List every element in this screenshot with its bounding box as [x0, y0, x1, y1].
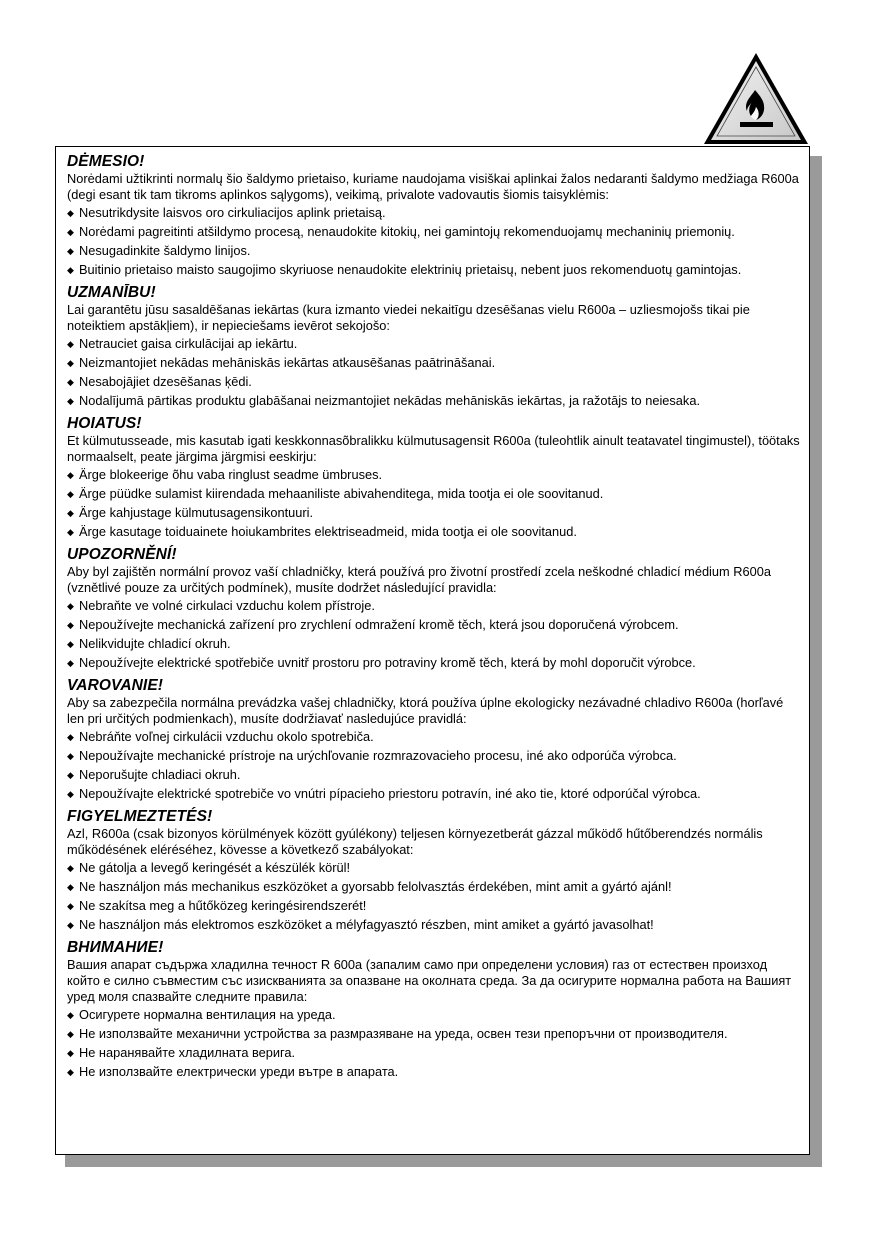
- warnings-box: [55, 146, 810, 1155]
- diamond-bullet-icon: ◆: [67, 339, 74, 349]
- rule-item: [67, 505, 801, 521]
- diamond-bullet-icon: ◆: [67, 470, 74, 480]
- rule-item: [67, 1026, 801, 1042]
- rule-text: Не използвайте електрически уреди вътре в апарата.: [79, 1064, 399, 1079]
- warning-section-1: [67, 284, 801, 409]
- rule-item: [67, 655, 801, 671]
- rule-item: [67, 355, 801, 371]
- rule-item: [67, 486, 801, 502]
- rule-text: Nesabojājiet dzesēšanas ķēdi.: [79, 374, 252, 389]
- section-title: VAROVANIE!: [67, 677, 164, 694]
- rule-item: [67, 636, 801, 652]
- rule-text: Не използвайте механични устройства за размразяване на уреда, освен тези препоръчни от производителя.: [79, 1026, 728, 1041]
- section-intro: Aby sa zabezpečila normálna prevádzka vašej chladničky, ktorá používa úplne ekologicky nezávadné chladivo R600a (horľavé len pri určitých podmienkach), musíte dodržiavať nasledujúce pravidlá:: [67, 695, 784, 726]
- rule-item: [67, 393, 801, 409]
- rule-item: [67, 243, 801, 259]
- diamond-bullet-icon: ◆: [67, 489, 74, 499]
- rule-item: [67, 1045, 801, 1061]
- warning-section-0: [67, 153, 801, 278]
- diamond-bullet-icon: ◆: [67, 377, 74, 387]
- rule-item: [67, 524, 801, 540]
- rule-item: [67, 917, 801, 933]
- diamond-bullet-icon: ◆: [67, 770, 74, 780]
- rule-text: Nepoužívajte elektrické spotrebiče vo vnútri pípacieho priestoru potravín, iné ako tie, ktoré odporúčal výrobca.: [79, 786, 701, 801]
- rule-text: Nepoužívajte mechanické prístroje na urýchľovanie rozmrazovacieho procesu, iné ako odporúča výrobca.: [79, 748, 677, 763]
- rule-item: [67, 224, 801, 240]
- warning-section-2: [67, 415, 801, 540]
- warning-section-4: [67, 677, 801, 802]
- rules-list: [67, 205, 801, 278]
- rules-list: [67, 336, 801, 409]
- rule-text: Nebraňte ve volné cirkulaci vzduchu kolem přístroje.: [79, 598, 375, 613]
- rule-text: Ärge püüdke sulamist kiirendada mehaaniliste abivahenditega, mida tootja ei ole soovitanud.: [79, 486, 604, 501]
- rules-list: [67, 467, 801, 540]
- section-intro: Azl, R600a (csak bizonyos körülmények között gyúlékony) teljesen környezetberát gázzal működő hűtőberendzés normális működésének eléréséhez, kövesse a következő szabályokat:: [67, 826, 763, 857]
- diamond-bullet-icon: ◆: [67, 751, 74, 761]
- diamond-bullet-icon: ◆: [67, 732, 74, 742]
- rule-text: Netrauciet gaisa cirkulācijai ap iekārtu.: [79, 336, 298, 351]
- rule-item: [67, 205, 801, 221]
- section-intro: Lai garantētu jūsu sasaldēšanas iekārtas (kura izmanto viedei nekaitīgu dzesēšanas vielu R600a – uzliesmojošs tikai pie noteiktiem apstākļiem), ir nepieciešams ievērot sekojošo:: [67, 302, 750, 333]
- warning-section-6: [67, 939, 801, 1080]
- rule-text: Ärge blokeerige õhu vaba ringlust seadme ümbruses.: [79, 467, 383, 482]
- rule-item: [67, 860, 801, 876]
- rule-text: Ne szakítsa meg a hűtőközeg keringésirendszerét!: [79, 898, 367, 913]
- section-intro: Et külmutusseade, mis kasutab igati keskkonnasõbralikku külmutusagensit R600a (tuleohtlik ainult teatavatel tingimustel), töötaks normaalselt, peate järgima järgmisi eeskirju:: [67, 433, 800, 464]
- section-intro: Aby byl zajištěn normální provoz vaší chladničky, která používá pro životní prostředí zcela neškodné chladicí médium R600a (vznětlivé pouze za určitých podmínek), musíte dodržet následující pravidla:: [67, 564, 771, 595]
- rule-text: Nodalījumā pārtikas produktu glabāšanai neizmantojiet nekādas mehāniskās iekārtas, ja ražotājs to neiesaka.: [79, 393, 700, 408]
- rules-list: [67, 729, 801, 802]
- diamond-bullet-icon: ◆: [67, 920, 74, 930]
- diamond-bullet-icon: ◆: [67, 1010, 74, 1020]
- flammable-warning-icon: [701, 50, 811, 148]
- rules-list: [67, 860, 801, 933]
- rule-item: [67, 336, 801, 352]
- rule-text: Не наранявайте хладилната верига.: [79, 1045, 296, 1060]
- rule-item: [67, 748, 801, 764]
- rule-item: [67, 262, 801, 278]
- rule-text: Nebráňte voľnej cirkulácii vzduchu okolo spotrebiča.: [79, 729, 374, 744]
- diamond-bullet-icon: ◆: [67, 863, 74, 873]
- rule-text: Nepoužívejte mechanická zařízení pro zrychlení odmražení kromě těch, která jsou doporučená výrobcem.: [79, 617, 679, 632]
- warning-section-5: [67, 808, 801, 933]
- rule-item: [67, 879, 801, 895]
- rule-text: Nelikvidujte chladicí okruh.: [79, 636, 231, 651]
- rule-item: [67, 786, 801, 802]
- rules-list: [67, 598, 801, 671]
- diamond-bullet-icon: ◆: [67, 227, 74, 237]
- rule-text: Nesugadinkite šaldymo linijos.: [79, 243, 251, 258]
- diamond-bullet-icon: ◆: [67, 658, 74, 668]
- rule-text: Ärge kahjustage külmutusagensikontuuri.: [79, 505, 314, 520]
- rule-item: [67, 1007, 801, 1023]
- diamond-bullet-icon: ◆: [67, 639, 74, 649]
- diamond-bullet-icon: ◆: [67, 358, 74, 368]
- rule-item: [67, 617, 801, 633]
- rule-text: Nesutrikdysite laisvos oro cirkuliacijos aplink prietaisą.: [79, 205, 386, 220]
- rule-item: [67, 767, 801, 783]
- diamond-bullet-icon: ◆: [67, 396, 74, 406]
- diamond-bullet-icon: ◆: [67, 1067, 74, 1077]
- diamond-bullet-icon: ◆: [67, 882, 74, 892]
- rule-item: [67, 467, 801, 483]
- rule-item: [67, 374, 801, 390]
- diamond-bullet-icon: ◆: [67, 265, 74, 275]
- rule-text: Neporušujte chladiaci okruh.: [79, 767, 241, 782]
- rule-text: Neizmantojiet nekādas mehāniskās iekārtas atkausēšanas paātrināšanai.: [79, 355, 496, 370]
- diamond-bullet-icon: ◆: [67, 620, 74, 630]
- section-title: UZMANĪBU!: [67, 284, 156, 301]
- diamond-bullet-icon: ◆: [67, 789, 74, 799]
- rule-text: Nepoužívejte elektrické spotřebiče uvnitř prostoru pro potraviny kromě těch, která by mohl doporučit výrobce.: [79, 655, 696, 670]
- rule-text: Ne használjon más mechanikus eszközöket a gyorsabb felolvasztás érdekében, mint amit a gyártó ajánl!: [79, 879, 672, 894]
- warning-section-3: [67, 546, 801, 671]
- rule-text: Buitinio prietaiso maisto saugojimo skyriuose nenaudokite elektrinių prietaisų, nebent juos rekomenduotų gamintojas.: [79, 262, 742, 277]
- rule-item: [67, 729, 801, 745]
- rule-text: Norėdami pagreitinti atšildymo procesą, nenaudokite kitokių, nei gamintojų rekomenduojamų mechaninių priemonių.: [79, 224, 735, 239]
- section-title: HOIATUS!: [67, 415, 142, 432]
- diamond-bullet-icon: ◆: [67, 1029, 74, 1039]
- diamond-bullet-icon: ◆: [67, 527, 74, 537]
- diamond-bullet-icon: ◆: [67, 246, 74, 256]
- rule-item: [67, 1064, 801, 1080]
- rule-text: Ne gátolja a levegő keringését a készülék körül!: [79, 860, 351, 875]
- diamond-bullet-icon: ◆: [67, 208, 74, 218]
- diamond-bullet-icon: ◆: [67, 1048, 74, 1058]
- rule-text: Ne használjon más elektromos eszközöket a mélyfagyasztó részben, mint amiket a gyártó javasolhat!: [79, 917, 654, 932]
- diamond-bullet-icon: ◆: [67, 601, 74, 611]
- diamond-bullet-icon: ◆: [67, 901, 74, 911]
- section-intro: Вашия апарат съдържа хладилна течност R 600a (запалим само при определени условия) газ от естествен произход който е силно съвместим със изискванията за опазване на околната среда. За да осигурите нормална работа на Вашият уред моля спазвайте следните правила:: [67, 957, 792, 1004]
- rule-text: Ärge kasutage toiduainete hoiukambrites elektriseadmeid, mida tootja ei ole soovitanud.: [79, 524, 577, 539]
- rule-text: Осигурете нормална вентилация на уреда.: [79, 1007, 336, 1022]
- section-title: DĖMESIO!: [67, 153, 145, 170]
- section-title: ВНИМАНИЕ!: [67, 939, 164, 956]
- diamond-bullet-icon: ◆: [67, 508, 74, 518]
- rules-list: [67, 1007, 801, 1080]
- rule-item: [67, 598, 801, 614]
- rule-item: [67, 898, 801, 914]
- section-intro: Norėdami užtikrinti normalų šio šaldymo prietaiso, kuriame naudojama visiškai aplinkai žalos nedaranti šaldymo medžiaga R600a (degi esant tik tam tikroms aplinkos sąlygoms), veikimą, privalote vadovautis šiomis taisyklėmis:: [67, 171, 799, 202]
- section-title: UPOZORNĚNÍ!: [67, 546, 177, 563]
- section-title: FIGYELMEZTETÉS!: [67, 808, 213, 825]
